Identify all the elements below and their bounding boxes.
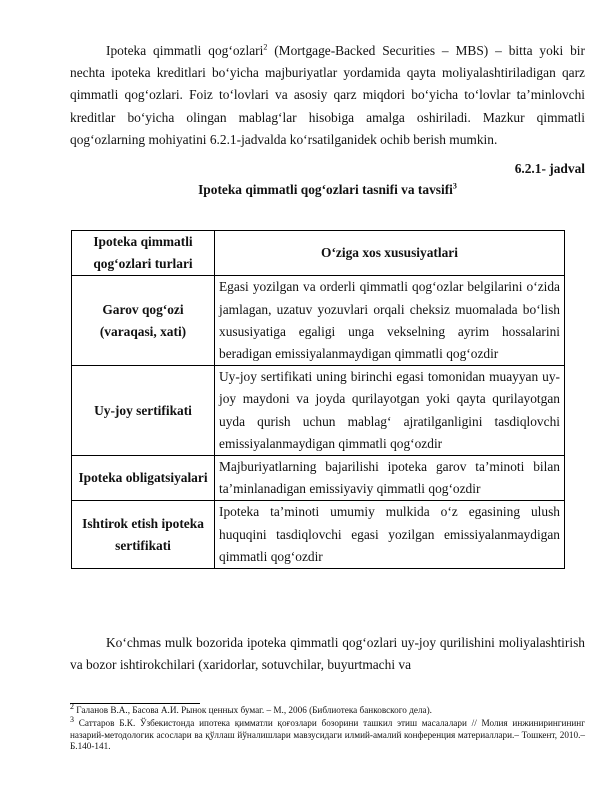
footnote-2-marker: 2: [70, 701, 74, 711]
row-type: Uy-joy sertifikati: [72, 366, 215, 456]
securities-table: [71, 230, 565, 569]
table-title: [70, 182, 585, 198]
table-header-row: [72, 231, 565, 276]
row-description: Majburiyatlarning bajarilishi ipoteka garov ta’minoti bilan ta’minlanadigan emissiyaviy qimmatli qog‘ozdir: [215, 456, 565, 501]
table-row: [72, 366, 565, 456]
closing-paragraph: [70, 632, 585, 676]
table-row: [72, 501, 565, 569]
intro-text-start: Ipoteka qimmatli qog‘ozlari: [106, 43, 264, 58]
footnote-separator: [70, 703, 200, 704]
header-features: O‘ziga xos xususiyatlari: [215, 231, 565, 276]
row-description: Egasi yozilgan va orderli qimmatli qog‘ozlar belgilarini o‘zida jamlagan, uzatuv yozuvlari orqali cheksiz muomalada bo‘lish xususiyatiga egaligi unga vekselning ayrim hossalarini beradigan emissiyalanmaydigan qimmatli qog‘ozdir: [215, 276, 565, 366]
row-type: Ishtirok etish ipoteka sertifikati: [72, 501, 215, 569]
row-description: Uy-joy sertifikati uning birinchi egasi tomonidan muayyan uy- joy maydoni va joyda qurilayotgan yoki qayta qurilayotgan uyda qurish uchun mablag‘ ajratilganligini tasdiqlovchi emissiyalanmaydigan qimmatli qog‘ozdir: [215, 366, 565, 456]
closing-text: Ko‘chmas mulk bozorida ipoteka qimmatli qog‘ozlari uy-joy qurilishini moliyalashtirish va bozor ishtirokchilari (xaridorlar, sotuvchilar, buyurtmachi va: [70, 635, 585, 673]
footnote-3: [70, 714, 585, 753]
footnote-ref-2[interactable]: 2: [263, 42, 268, 52]
footnote-3-text: Саттаров Б.К. Ўзбекистонда ипотека қимматли қоғозлари бозорини ташкил этиш масалалари // Молия инжинирингининг назарий-методологик асослари ва қўллаш йўналишлари мавзусидаги илмий-амалий конференция материаллари.– Тошкент, 2010.– Б.140-141.: [70, 718, 585, 752]
footnote-3-marker: 3: [70, 714, 74, 724]
table-label: 6.2.1- jadval: [514, 161, 585, 176]
table-row: [72, 276, 565, 366]
footnote-2-text: Галанов В.А., Басова А.И. Рынок ценных бумаг. – М., 2006 (Библиотека банковского дела).: [74, 705, 432, 715]
row-type: Garov qog‘ozi (varaqasi, xati): [72, 276, 215, 366]
intro-text-rest: (Mortgage-Backed Securities – MBS) – bitta yoki bir nechta ipoteka kreditlari bo‘yicha majburiyatlar yordamida qayta moliyalashtiriladigan qarz qimmatli qog‘ozlari. Foiz to‘lovlari va asosiy qarz miqdori bo‘yicha to‘lovlar ta’minlovchi kreditlar bo‘yicha olingan mablag‘lar hisobiga amalga oshiriladi. Mazkur qimmatli qog‘ozlarning mohiyatini 6.2.1-jadvalda ko‘rsatilganidek ochib berish mumkin.: [70, 43, 585, 147]
row-type: Ipoteka obligatsiyalari: [72, 456, 215, 501]
footnote-2: [70, 701, 585, 717]
row-description: Ipoteka ta’minoti umumiy mulkida o‘z egasining ulush huquqini tasdiqlovchi egasi yozilgan emissiyalanmaydigan qimmatli qog‘ozdir: [215, 501, 565, 569]
table-title-text: Ipoteka qimmatli qog‘ozlari tasnifi va tavsifi: [198, 182, 453, 197]
table-row: [72, 456, 565, 501]
intro-paragraph: [70, 40, 585, 151]
header-types: Ipoteka qimmatli qog‘ozlari turlari: [72, 231, 215, 276]
footnote-ref-3[interactable]: 3: [452, 181, 457, 191]
